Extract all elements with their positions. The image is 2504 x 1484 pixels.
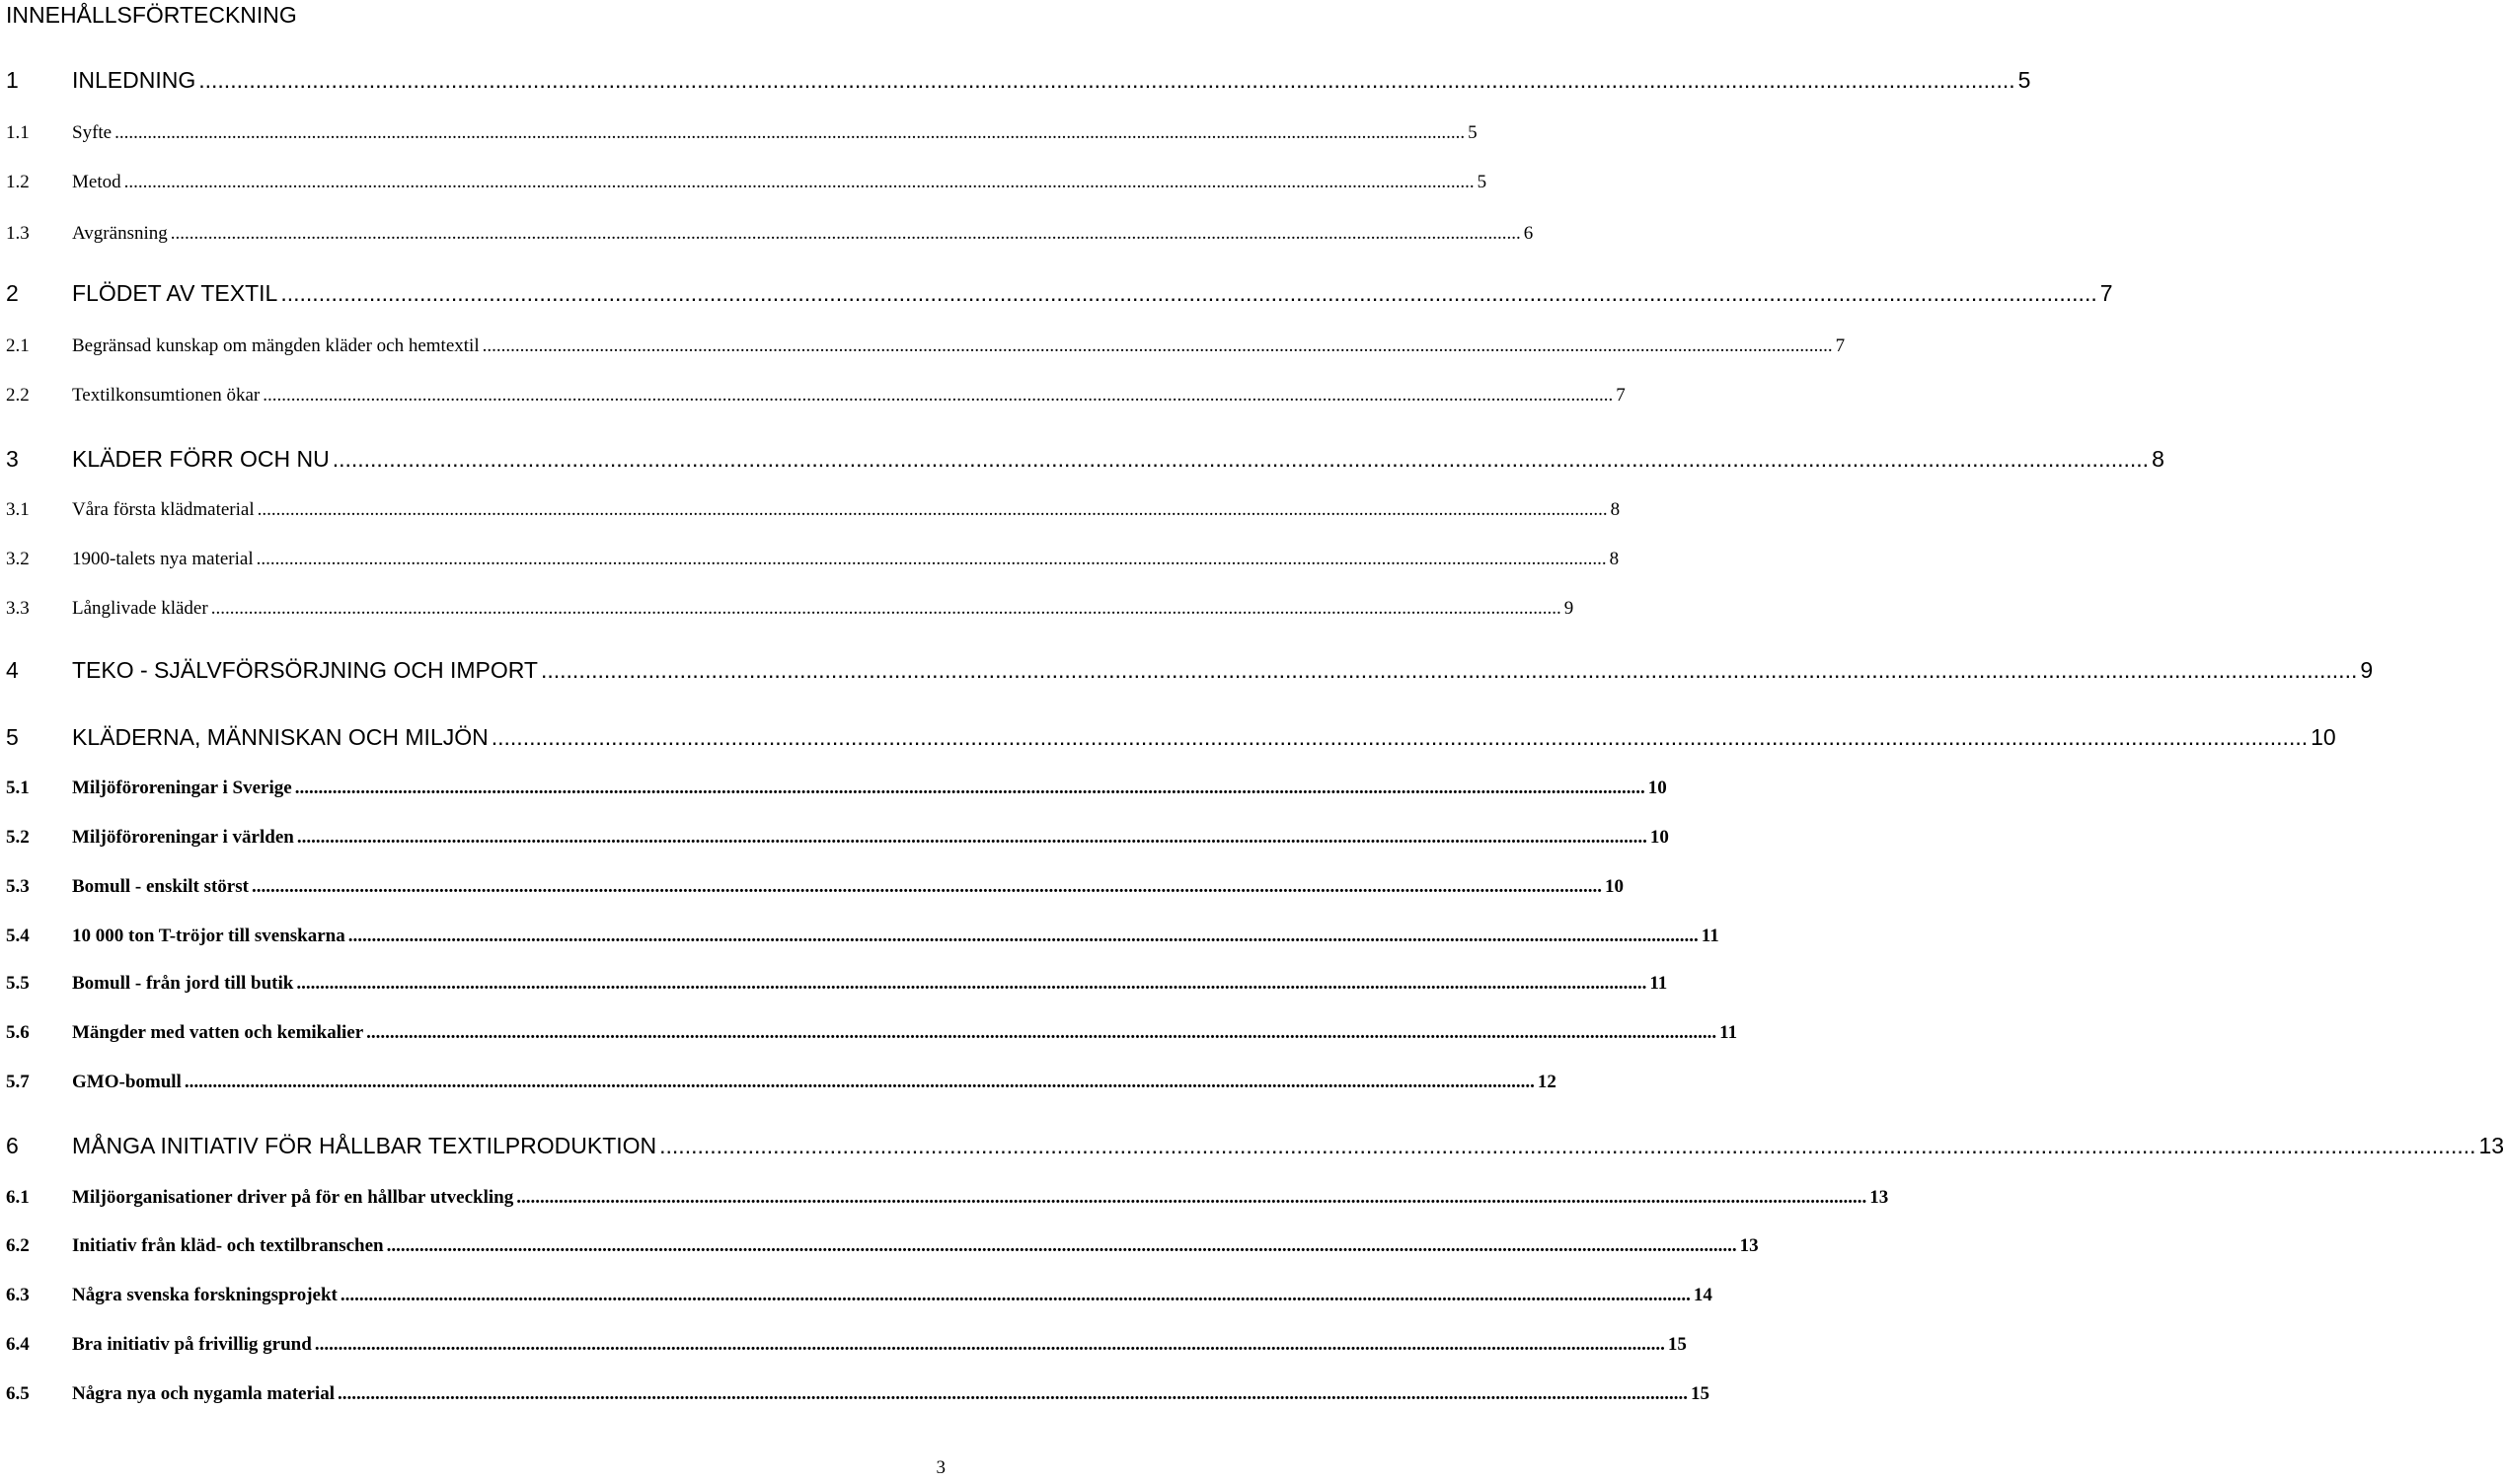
toc-entry[interactable] [6,446,2164,473]
toc-entry-page: 12 [1537,1072,1556,1092]
toc-dot-leader [257,549,1607,570]
toc-entry-number: 6.5 [6,1383,30,1404]
toc-entry[interactable] [6,1235,1759,1257]
toc-entry-page: 11 [1701,926,1719,946]
toc-entry-page: 7 [2099,280,2113,306]
toc-entry[interactable] [6,598,1574,620]
toc-entry-page: 15 [1690,1383,1709,1404]
toc-entry[interactable] [6,926,1719,947]
toc-entry-page: 13 [1869,1187,1889,1208]
toc-entry-title: Avgränsning [72,223,168,244]
toc-entry-title: KLÄDER FÖRR OCH NU [72,446,330,472]
toc-entry[interactable] [6,1133,2504,1159]
toc-entry[interactable] [6,172,1487,193]
toc-entry[interactable] [6,67,2031,94]
toc-entry-page: 7 [1616,385,1626,406]
toc-entry-page: 11 [1719,1022,1738,1043]
toc-entry-title: Miljöföroreningar i världen [72,827,294,848]
toc-entry-page: 9 [1563,598,1574,619]
toc-entry-page: 13 [2478,1133,2504,1158]
toc-dot-leader [258,499,1608,521]
toc-entry-number: 2 [6,280,19,306]
toc-entry-title: Några nya och nygamla material [72,1383,335,1404]
toc-entry-title: Metod [72,172,121,192]
toc-entry[interactable] [6,1383,1709,1405]
toc-dot-leader [124,172,1475,193]
toc-entry[interactable] [6,1334,1687,1356]
toc-entry-title: Bra initiativ på frivillig grund [72,1334,312,1355]
toc-entry-title: Några svenska forskningsprojekt [72,1285,338,1305]
toc-dot-leader [198,67,2014,94]
toc-entry-page: 5 [1468,122,1478,143]
toc-entry-title: INLEDNING [72,67,196,93]
toc-entry-title: KLÄDERNA, MÄNNISKAN OCH MILJÖN [72,724,489,750]
toc-dot-leader [348,926,1699,947]
toc-entry[interactable] [6,973,1668,995]
toc-entry-number: 5.1 [6,778,30,798]
toc-dot-leader [516,1187,1866,1209]
toc-entry-title: Bomull - från jord till butik [72,973,294,994]
toc-entry-page: 10 [1649,827,1669,848]
toc-entry-page: 14 [1693,1285,1712,1305]
toc-entry-title: MÅNGA INITIATIV FÖR HÅLLBAR TEXTILPRODUKTION [72,1133,657,1158]
toc-entry-title: GMO-bomull [72,1072,182,1092]
toc-entry-page: 9 [2360,657,2374,683]
toc-entry[interactable] [6,335,1846,357]
toc-entry-title: Miljöföroreningar i Sverige [72,778,292,798]
toc-entry-number: 6.4 [6,1334,30,1355]
toc-entry-number: 4 [6,657,19,683]
toc-entry-title: 1900-talets nya material [72,549,254,569]
toc-entry-number: 2.2 [6,385,30,406]
toc-dot-leader [252,876,1602,898]
toc-entry[interactable] [6,385,1626,407]
toc-entry-page: 15 [1667,1334,1687,1355]
toc-entry-title: Långlivade kläder [72,598,208,619]
toc-entry-number: 1 [6,67,19,93]
toc-dot-leader [492,724,2308,751]
toc-dot-leader [185,1072,1535,1093]
toc-entry[interactable] [6,724,2336,751]
toc-entry-title: FLÖDET AV TEXTIL [72,280,278,306]
toc-entry-title: Syfte [72,122,113,143]
toc-dot-leader [297,827,1647,849]
toc-dot-leader [295,778,1645,799]
toc-dot-leader [114,122,1465,144]
toc-entry-title: Miljöorganisationer driver på för en hållbar utveckling [72,1187,514,1208]
toc-entry-number: 5.3 [6,876,30,897]
toc-dot-leader [280,280,2096,307]
toc-dot-leader [659,1133,2475,1159]
toc-entry[interactable] [6,876,1624,898]
toc-entry-page: 10 [1604,876,1624,897]
toc-heading: INNEHÅLLSFÖRTECKNING [6,2,297,28]
toc-entry-number: 3.2 [6,549,30,569]
toc-dot-leader [338,1383,1688,1405]
toc-dot-leader [387,1235,1737,1257]
toc-entry[interactable] [6,1072,1556,1093]
toc-dot-leader [366,1022,1716,1044]
toc-entry-title: 10 000 ton T-tröjor till svenskarna [72,926,345,946]
toc-entry-number: 2.1 [6,335,30,356]
toc-entry[interactable] [6,657,2374,684]
toc-entry-number: 6.1 [6,1187,30,1208]
toc-entry-number: 1.1 [6,122,30,143]
toc-entry[interactable] [6,122,1478,144]
toc-entry[interactable] [6,827,1669,849]
toc-entry-page: 5 [2017,67,2031,93]
toc-dot-leader [483,335,1833,357]
toc-entry-number: 6.3 [6,1285,30,1305]
toc-entry-number: 5.6 [6,1022,30,1043]
toc-entry-number: 5.4 [6,926,30,946]
toc-entry-title: Bomull - enskilt störst [72,876,249,897]
toc-dot-leader [211,598,1561,620]
toc-entry-title: Textilkonsumtionen ökar [72,385,261,406]
toc-dot-leader [296,973,1646,995]
toc-entry-number: 6 [6,1133,19,1158]
toc-dot-leader [315,1334,1665,1356]
toc-entry-number: 6.2 [6,1235,30,1256]
toc-entry[interactable] [6,778,1667,799]
toc-entry-page: 6 [1523,223,1534,244]
toc-entry-title: Begränsad kunskap om mängden kläder och hemtextil [72,335,480,356]
toc-entry-page: 8 [2152,446,2164,472]
toc-entry-page: 7 [1835,335,1846,356]
toc-entry[interactable] [6,223,1534,245]
toc-entry-page: 10 [2311,724,2336,750]
toc-entry-number: 5.2 [6,827,30,848]
toc-entry-number: 3 [6,446,19,472]
toc-dot-leader [171,223,1521,245]
toc-entry-page: 13 [1739,1235,1759,1256]
toc-entry-title: Våra första klädmaterial [72,499,255,520]
page-number: 3 [936,1457,946,1478]
toc-entry-number: 1.3 [6,223,30,244]
toc-entry-title: TEKO - SJÄLVFÖRSÖRJNING OCH IMPORT [72,657,538,683]
toc-dot-leader [263,385,1613,407]
toc-entry[interactable] [6,1187,1889,1209]
toc-entry-number: 5 [6,724,19,750]
toc-entry-number: 5.7 [6,1072,30,1092]
toc-dot-leader [541,657,2357,684]
toc-entry-page: 11 [1649,973,1668,994]
toc-entry-page: 10 [1647,778,1667,798]
toc-entry-page: 8 [1610,499,1621,520]
toc-entry[interactable] [6,1022,1738,1044]
toc-entry[interactable] [6,499,1621,521]
toc-entry-number: 3.3 [6,598,30,619]
toc-entry-number: 5.5 [6,973,30,994]
toc-dot-leader [333,446,2149,473]
toc-dot-leader [341,1285,1691,1306]
toc-entry[interactable] [6,1285,1712,1306]
toc-entry-number: 1.2 [6,172,30,192]
toc-entry[interactable] [6,549,1620,570]
toc-entry-page: 5 [1477,172,1487,192]
toc-entry-number: 3.1 [6,499,30,520]
toc-entry-title: Initiativ från kläd- och textilbranschen [72,1235,384,1256]
toc-entry[interactable] [6,280,2113,307]
toc-entry-title: Mängder med vatten och kemikalier [72,1022,364,1043]
toc-entry-page: 8 [1609,549,1620,569]
